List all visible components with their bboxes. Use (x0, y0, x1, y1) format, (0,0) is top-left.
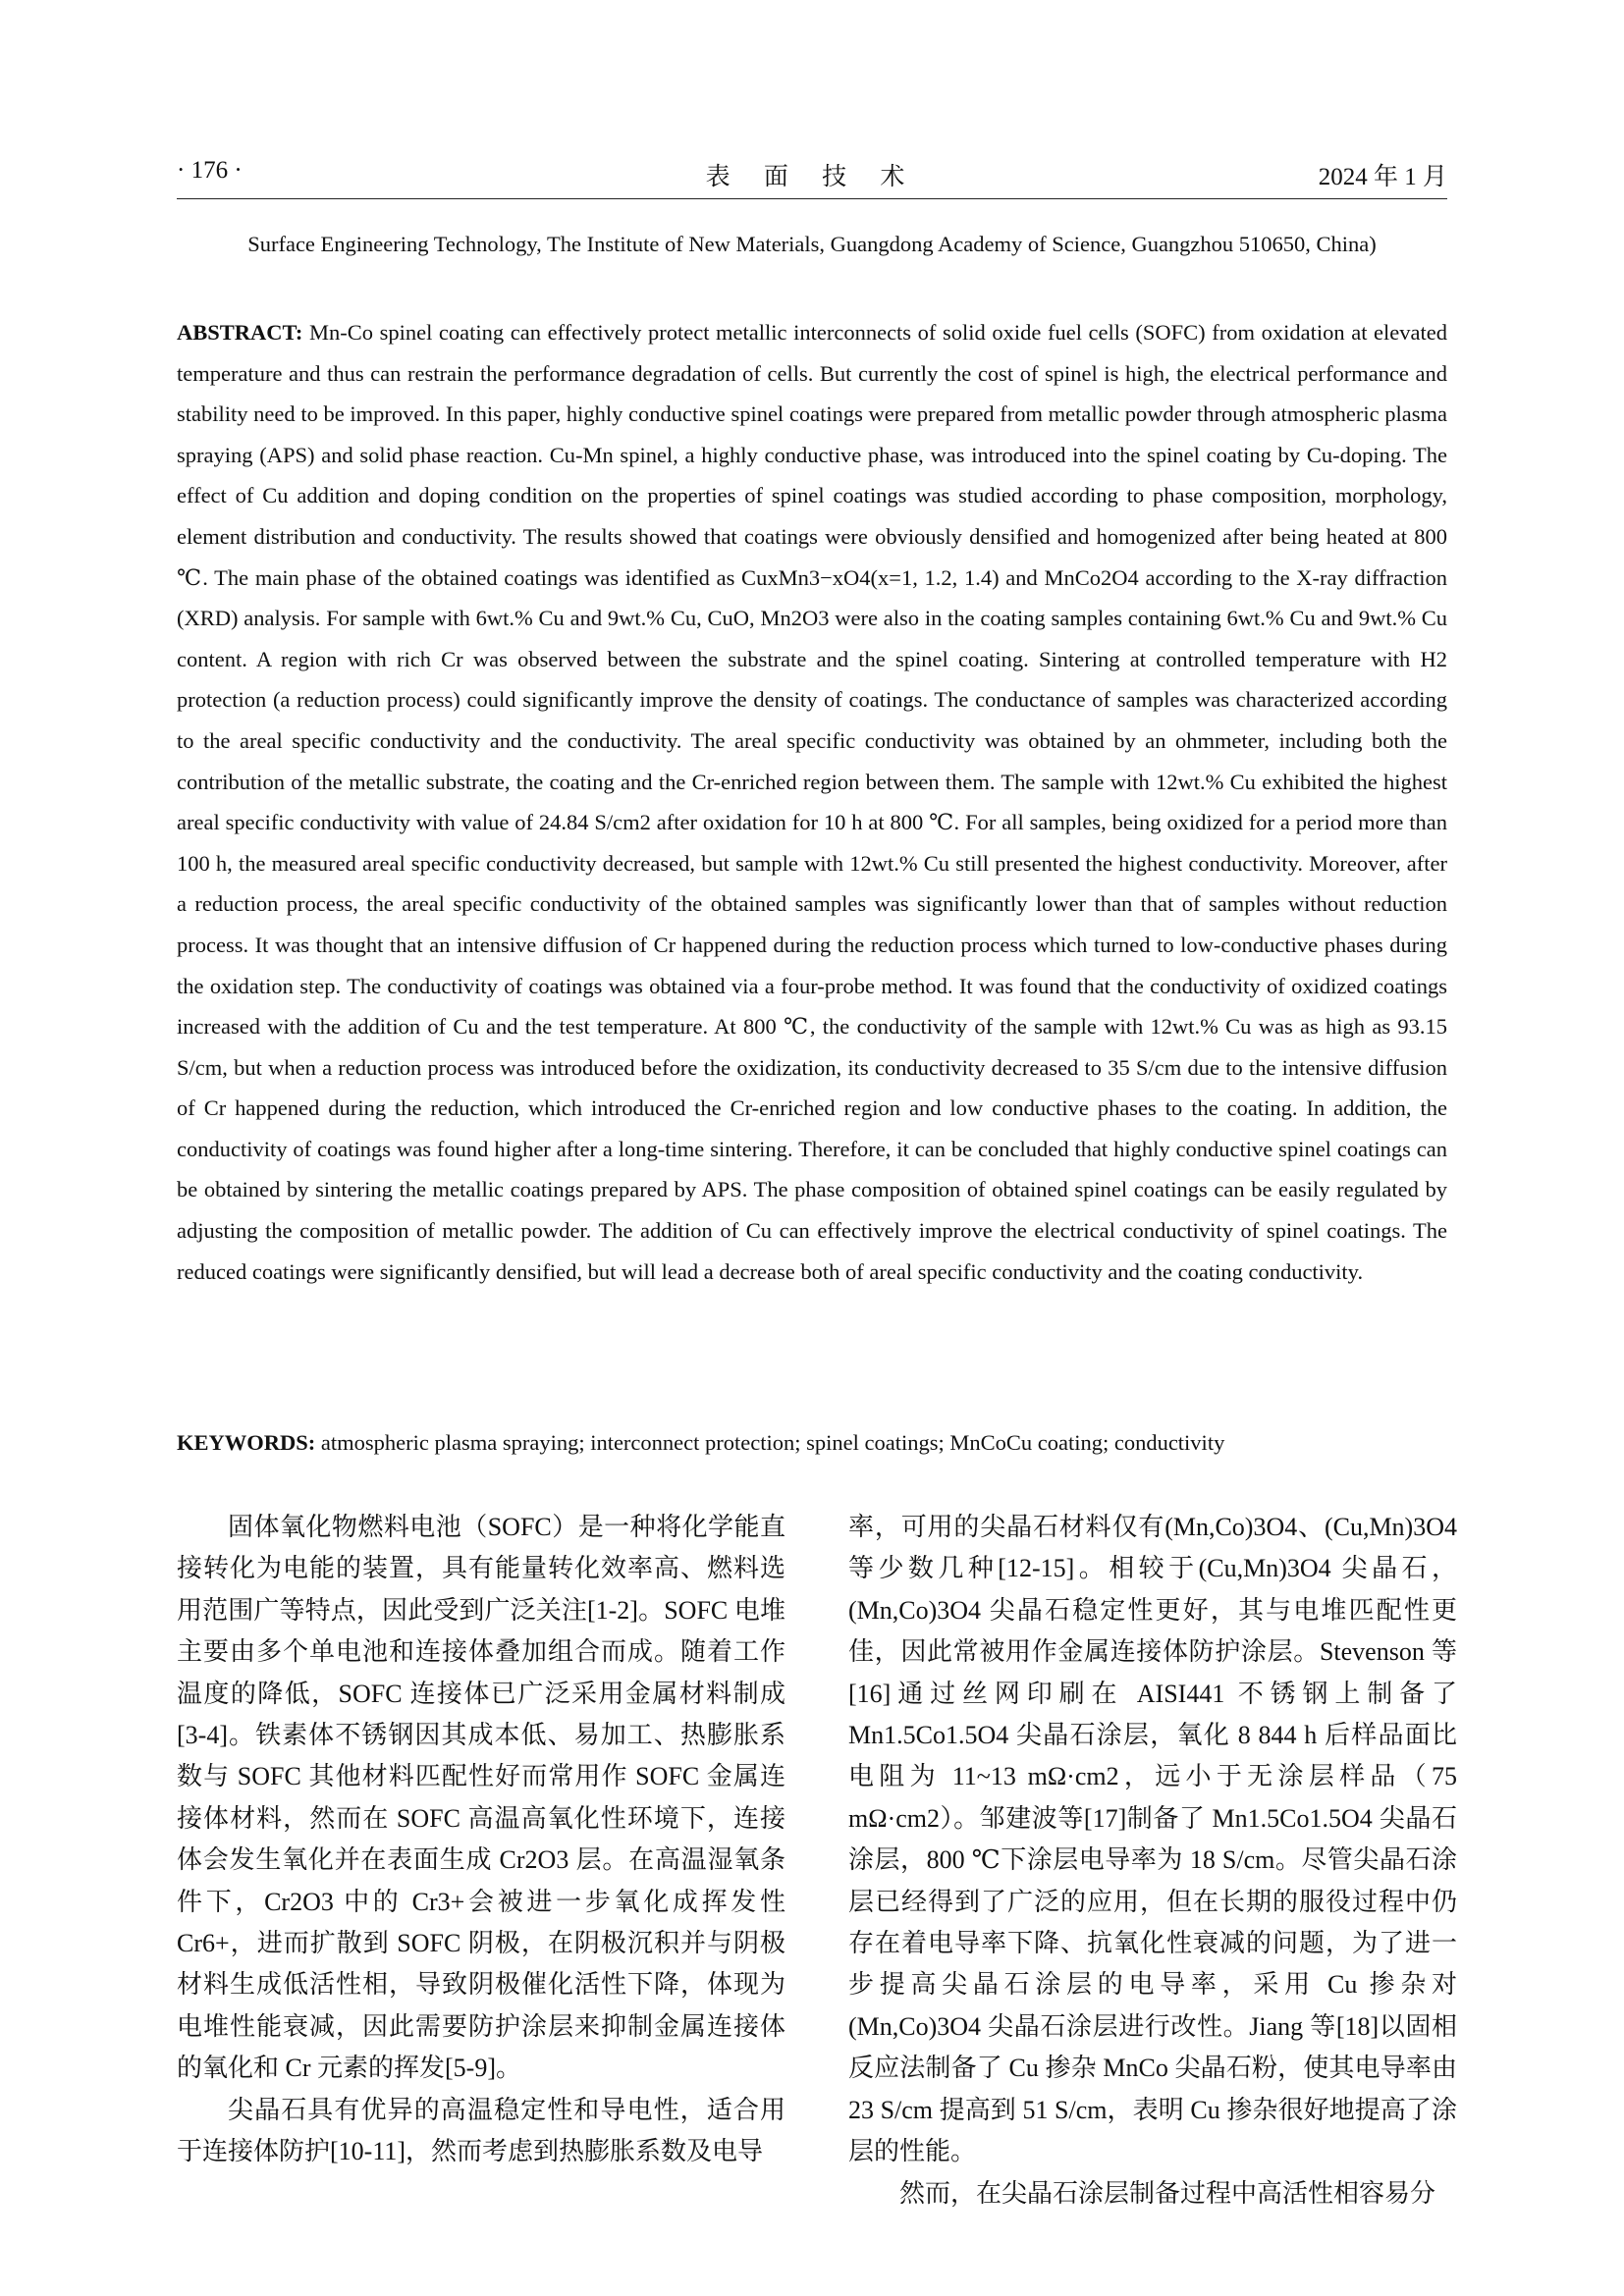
page-number: · 176 · (177, 157, 243, 184)
abstract-label: ABSTRACT: (177, 320, 303, 345)
body-left-column (177, 1507, 785, 2173)
keywords (177, 1426, 1447, 1460)
affiliation: Surface Engineering Technology, The Institute of New Materials, Guangdong Academy of Science, Guangzhou 510650, China) (247, 232, 1377, 256)
keywords-label: KEYWORDS: (177, 1430, 316, 1455)
keywords-text: atmospheric plasma spraying; interconnect protection; spinel coatings; MnCoCu coating; conductivity (320, 1430, 1225, 1455)
paragraph: 尖晶石具有优异的高温稳定性和导电性，适合用于连接体防护[10-11]，然而考虑到热膨胀系数及电导 (177, 2095, 785, 2166)
abstract-text: Mn-Co spinel coating can effectively protect metallic interconnects of solid oxide fuel cells (SOFC) from oxidation at elevated temperature and thus can restrain the performance degradation of cells. But currently the cost of spinel is high, the electrical performance and stability need to be improved. In this paper, highly conductive spinel coatings were prepared from metallic powder through atmospheric plasma spraying (APS) and solid phase reaction. Cu-Mn spinel, a highly conductive phase, was introduced into the spinel coating by Cu-doping. The effect of Cu addition and doping condition on the properties of spinel coatings was studied according to phase composition, morphology, element distribution and conductivity. The results showed that coatings were obviously densified and homogenized after being heated at 800 ℃. The main phase of the obtained coatings was identified as CuxMn3−xO4(x=1, 1.2, 1.4) and MnCo2O4 according to the X-ray diffraction (XRD) analysis. For sample with 6wt.% Cu and 9wt.% Cu, CuO, Mn2O3 were also in the coating samples containing 6wt.% Cu and 9wt.% Cu content. A region with rich Cr was observed between the substrate and the spinel coating. Sintering at controlled temperature with H2 protection (a reduction process) could significantly improve the density of coatings. The conductance of samples was characterized according to the areal specific conductivity and the conductivity. The areal specific conductivity was obtained by an ohmmeter, including both the contribution of the metallic substrate, the coating and the Cr-enriched region between them. The sample with 12wt.% Cu exhibited the highest areal specific conductivity with value of 24.84 S/cm2 after oxidation for 10 h at 800 ℃. For all samples, being oxidized for a period more than 100 h, the measured areal specific conductivity decreased, but sample with 12wt.% Cu still presented the highest conductivity. Moreover, after a reduction process, the areal specific conductivity of the obtained samples was significantly lower than that of samples without reduction process. It was thought that an intensive diffusion of Cr happened during the reduction process which turned to low-conductive phases during the oxidation step. The conductivity of coatings was obtained via a four-probe method. It was found that the conductivity of oxidized coatings increased with the addition of Cu and the test temperature. At 800 ℃, the conductivity of the sample with 12wt.% Cu was as high as 93.15 S/cm, but when a reduction process was introduced before the oxidization, its conductivity decreased to 35 S/cm due to the intensive diffusion of Cr happened during the reduction, which introduced the Cr-enriched region and low conductive phases to the coating. In addition, the conductivity of coatings was found higher after a long-time sintering. Therefore, it can be concluded that highly conductive spinel coatings can be obtained by sintering the metallic coatings prepared by APS. The phase composition of obtained spinel coatings can be easily regulated by adjusting the composition of metallic powder. The addition of Cu can effectively improve the electrical conductivity of spinel coatings. The reduced coatings were significantly densified, but will lead a decrease both of areal specific conductivity and the coating conductivity. (177, 320, 1447, 1284)
paragraph: 固体氧化物燃料电池（SOFC）是一种将化学能直接转化为电能的装置，具有能量转化效率高、燃料选用范围广等特点，因此受到广泛关注[1-2]。SOFC 电堆主要由多个单电池和连接体叠加组合而成。随着工作温度的降低，SOFC 连接体已广泛采用金属材料制成[3-4]。铁素体不锈钢因其成本低、易加工、热膨胀系数与 SOFC 其他材料匹配性好而常用作 SOFC 金属连接体材料，然而在 SOFC 高温高氧化性环境下，连接体会发生氧化并在表面生成 Cr2O3 层。在高温湿氧条件下，Cr2O3 中的 Cr3+会被进一步氧化成挥发性 Cr6+，进而扩散到 SOFC 阴极，在阴极沉积并与阴极材料生成低活性相，导致阴极催化活性下降，体现为电堆性能衰减，因此需要防护涂层来抑制金属连接体的氧化和 Cr 元素的挥发[5-9]。 (177, 1513, 785, 2083)
paragraph: 然而，在尖晶石涂层制备过程中高活性相容易分 (899, 2178, 1436, 2208)
journal-name: 表 面 技 术 (705, 164, 919, 190)
page-header (177, 155, 1447, 199)
body-right-column (848, 1507, 1457, 2215)
paragraph: 率，可用的尖晶石材料仅有(Mn,Co)3O4、(Cu,Mn)3O4 等少数几种[12-15]。相较于(Cu,Mn)3O4 尖晶石，(Mn,Co)3O4 尖晶石稳定性更好，其与电堆匹配性更佳，因此常被用作金属连接体防护涂层。Stevenson 等[16]通过丝网印刷在 AISI441 不锈钢上制备了 Mn1.5Co1.5O4 尖晶石涂层，氧化 8 844 h 后样品面比电阻为 11~13 mΩ·cm2，远小于无涂层样品（75 mΩ·cm2）。邹建波等[17]制备了 Mn1.5Co1.5O4 尖晶石涂层，800 ℃下涂层电导率为 18 S/cm。尽管尖晶石涂层已经得到了广泛的应用，但在长期的服役过程中仍存在着电导率下降、抗氧化性衰减的问题，为了进一步提高尖晶石涂层的电导率，采用 Cu 掺杂对(Mn,Co)3O4 尖晶石涂层进行改性。Jiang 等[18]以固相反应法制备了 Cu 掺杂 MnCo 尖晶石粉，使其电导率由 23 S/cm 提高到 51 S/cm，表明 Cu 掺杂很好地提高了涂层的性能。 (848, 1513, 1457, 2166)
abstract (177, 312, 1447, 1292)
issue-date: 2024 年 1 月 (1318, 164, 1447, 190)
